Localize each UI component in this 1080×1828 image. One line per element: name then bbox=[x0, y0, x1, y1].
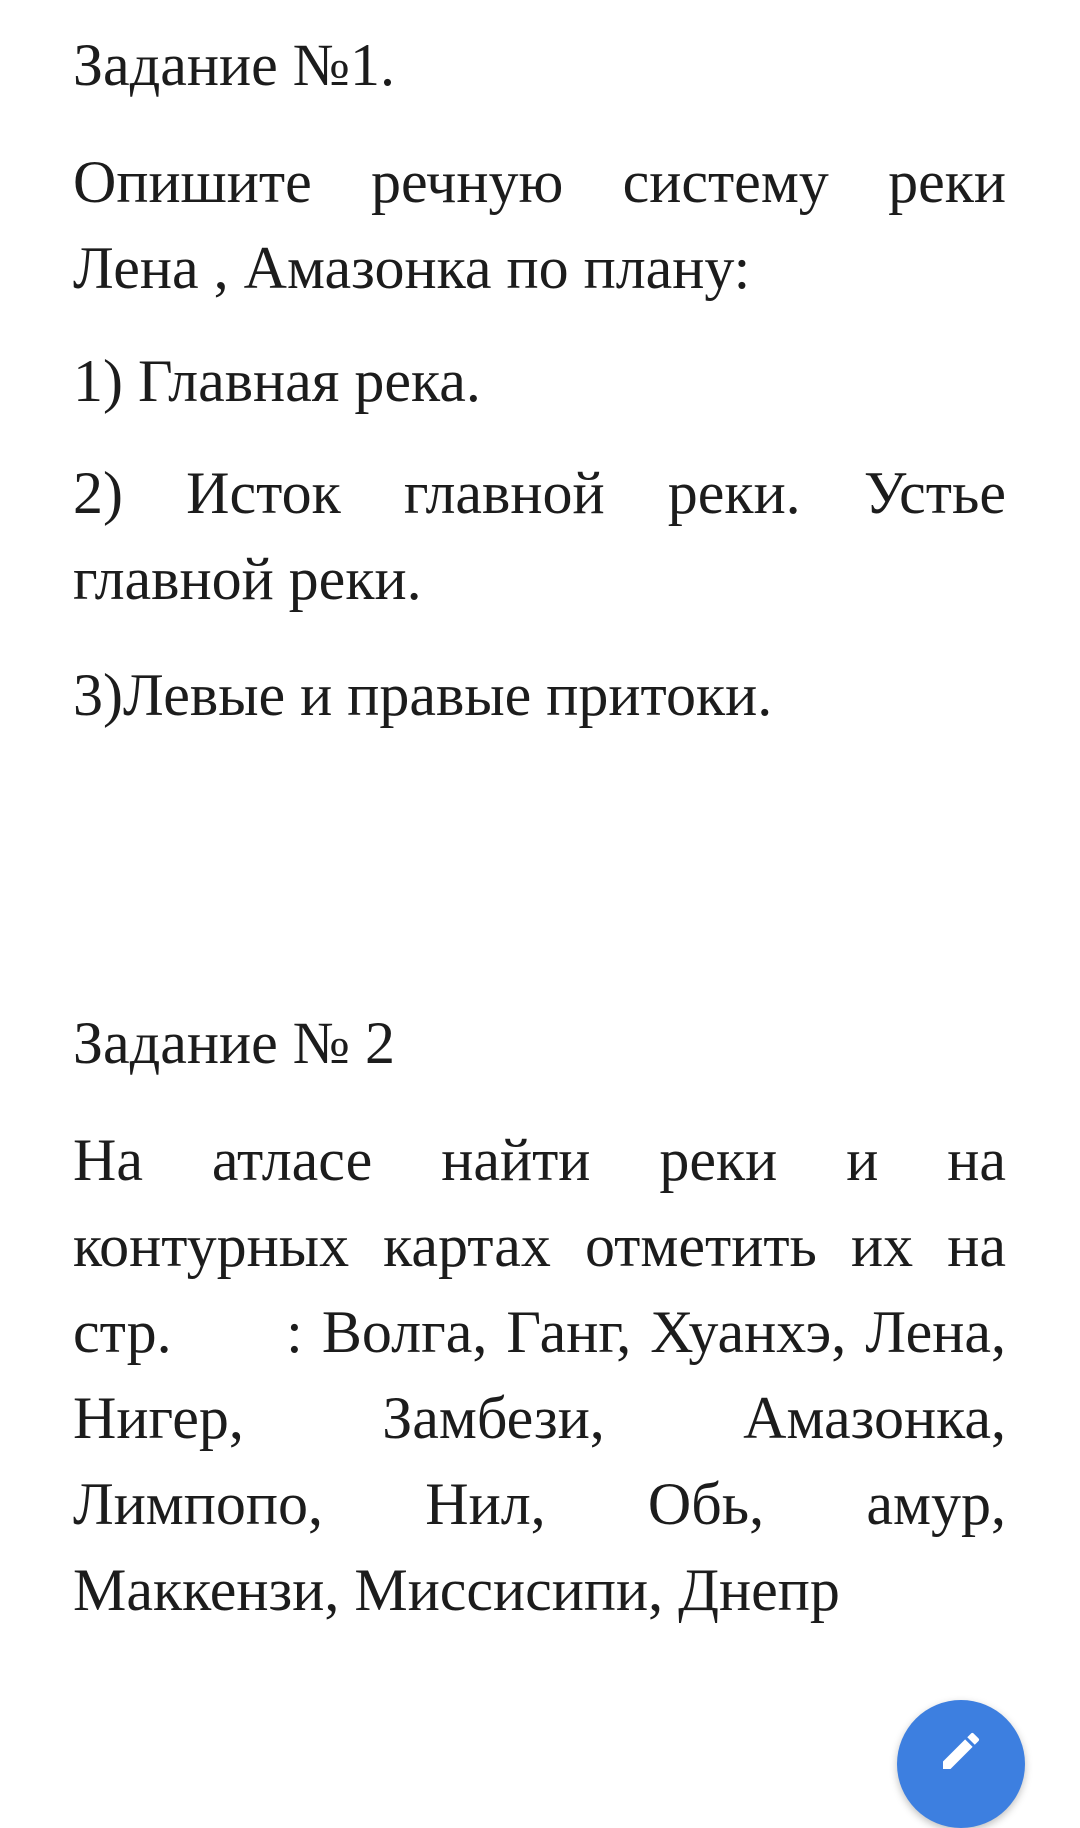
task1-heading: Задание №1. bbox=[73, 32, 395, 98]
task1-item-1: 1) Главная река. bbox=[73, 348, 481, 414]
pencil-icon bbox=[937, 1749, 985, 1780]
task1-instruction: Опишите речную систему реки Лена , Амазонка по плану: bbox=[73, 149, 1006, 301]
task1-item-2: 2) Исток главной реки. Устье главной реки. bbox=[73, 460, 1006, 612]
task1-item-3: 3)Левые и правые притоки. bbox=[73, 662, 773, 728]
task2-heading: Задание № 2 bbox=[73, 1010, 395, 1076]
task2-text: На атласе найти реки и на контурных картах отметить их на стр. : Волга, Ганг, Хуанхэ, Лена, Нигер, Замбези, Амазонка, Лимпопо, Нил, Обь, амур, Маккензи, Миссисипи, Днепр bbox=[73, 1127, 1021, 1623]
edit-fab-button[interactable] bbox=[897, 1700, 1025, 1828]
